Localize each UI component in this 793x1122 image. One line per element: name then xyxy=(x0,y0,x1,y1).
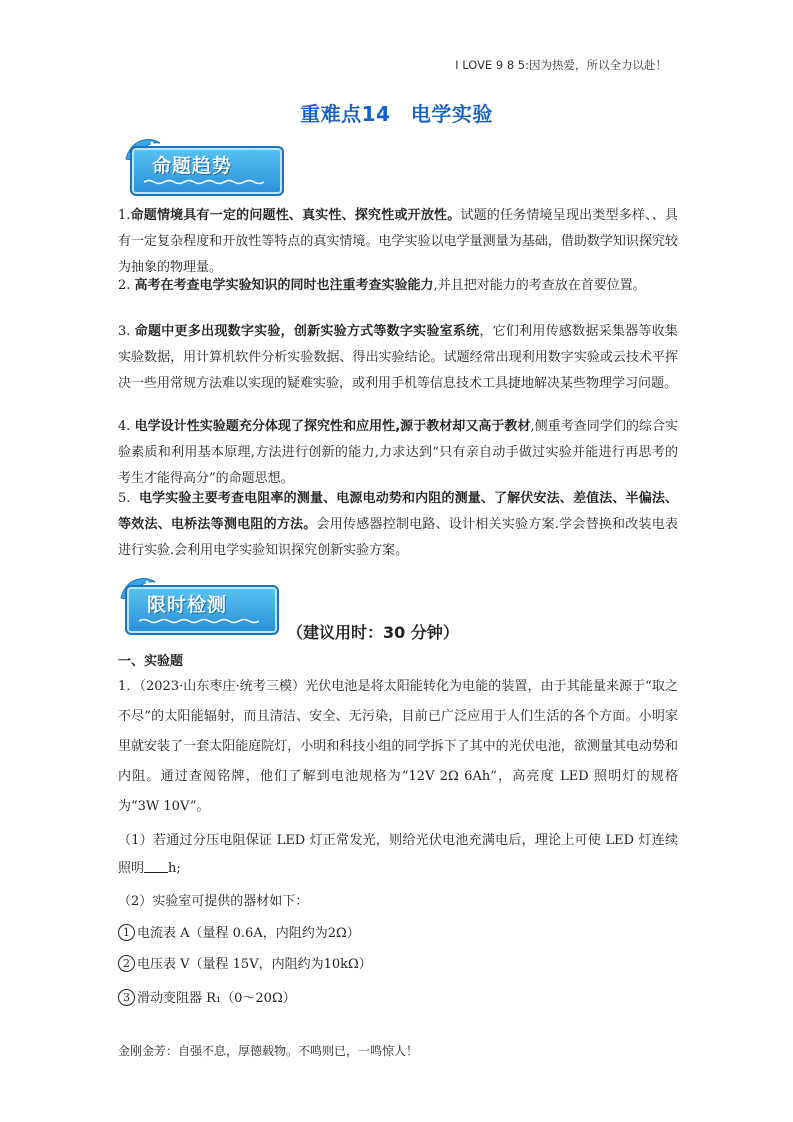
item-number-3: 3 xyxy=(118,989,135,1006)
footer-motto: 金刚金芳：自强不息，厚德载物。不鸣则已，一鸣惊人！ xyxy=(118,1044,419,1058)
question-1-sub2: （2）实验室可提供的器材如下： xyxy=(118,894,309,909)
question-1-intro: 1．（2023·山东枣庄·统考三模）光伏电池是将太阳能转化为电能的装置，由于其能量来源于“取之不尽”的太阳能辐射，而且清洁、安全、无污染，目前已广泛应用于人们生活的各个方面。小明家里就安装了一套太阳能庭院灯，小明和科技小组的同学拆下了其中的光伏电池，欲测量其电动势和内阻。通过查阅铭牌，他们了解到电池规格为“12V 2Ω 6Ah”，高亮度 LED 照明灯的规格为“3W 10V”。 xyxy=(118,679,678,814)
item-number-2: 2 xyxy=(118,955,135,972)
trend-item-3: 3. 命题中更多出现数字实验，创新实验方式等数字实验室系统，它们利用传感数据采集器等收集实验数据，用计算机软件分析实验数据、得出实验结论。试题经常出现利用数字实验或云技术平挥决一些用常规方法难以实现的疑难实验，或利用手机等信息技术工具捷地解决某些物理学习问题。 xyxy=(118,324,678,391)
trend-badge-label: 命题趋势 xyxy=(152,155,233,177)
trend-badge xyxy=(122,133,282,195)
test-badge xyxy=(117,572,277,634)
question-1-sub1: （1）若通过分压电阻保证 LED 灯正常发光，则给光伏电池充满电后，理论上可使 LED 灯连续照明 h; xyxy=(118,833,678,876)
trend-item-2: 2. 高考在考查电学实验知识的同时也注重考查实验能力,并且把对能力的考查放在首要位置。 xyxy=(118,278,646,293)
page-title: 重难点14 电学实验 xyxy=(300,102,493,126)
trend-item-5: 5. 电学实验主要考查电阻率的测量、电源电动势和内阻的测量、了解伏安法、差值法、半偏法、等效法、电桥法等测电阻的方法。会用传感器控制电路、设计相关实验方案.学会替换和改装电表进行实验.会利用电学实验知识探究创新实验方案。 xyxy=(118,491,678,558)
equipment-item: 2 电压表 V（量程 15V，内阻约为10kΩ） xyxy=(118,952,678,978)
equipment-item: 1 电流表 A（量程 0.6A，内阻约为2Ω） xyxy=(118,921,678,947)
header-motto: I LOVE 9 8 5:因为热爱，所以全力以赴！ xyxy=(455,58,667,72)
trend-item-1: 1.命题情境具有一定的问题性、真实性、探究性或开放性。试题的任务情境呈现出类型多样、、具有一定复杂程度和开放性等特点的真实情境。电学实验以电学量测量为基础，借助数学知识探究较为抽象的物理量。 xyxy=(118,208,678,275)
wave-decoration xyxy=(144,179,264,185)
section-heading: 一、实验题 xyxy=(118,654,184,669)
wave-decoration xyxy=(139,618,259,624)
answer-blank[interactable] xyxy=(144,858,168,873)
item-number-1: 1 xyxy=(118,924,135,941)
suggested-time: （建议用时：30 分钟） xyxy=(287,623,459,642)
equipment-item: 3 滑动变阻器 R₁（0～20Ω） xyxy=(118,986,678,1012)
test-badge-label: 限时检测 xyxy=(147,594,228,616)
trend-item-4: 4. 电学设计性实验题充分体现了探究性和应用性,源于教材却又高于教材,侧重考查同学们的综合实验素质和利用基本原理,方法进行创新的能力,力求达到“只有亲自动手做过实验并能进行再思考的考生才能得高分”的命题思想。 xyxy=(118,419,678,486)
